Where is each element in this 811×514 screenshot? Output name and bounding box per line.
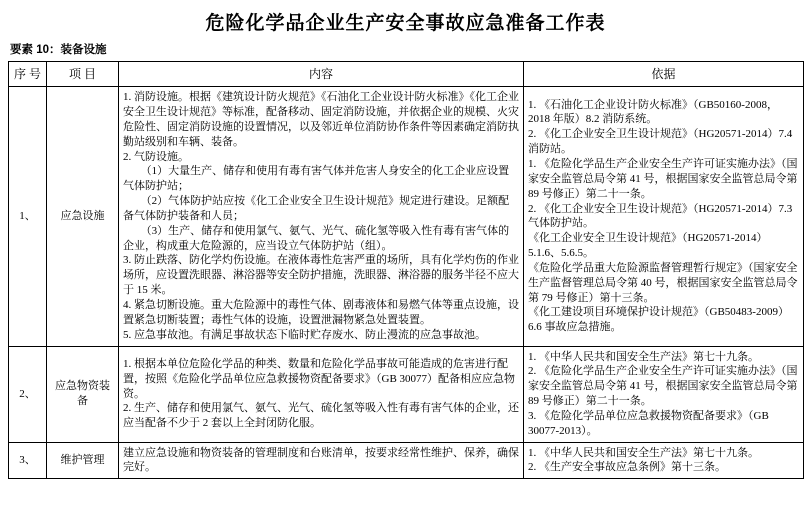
content-line: 4. 紧急切断设施。重大危险源中的毒性气体、剧毒液体和易燃气体等重点设施，设置紧急切断装置；毒性气体的设施，设置泄漏物紧急处置装置。	[123, 299, 519, 326]
content-line: 3. 防止跌落、防化学灼伤设施。在液体毒性危害严重的场所，具有化学灼伤的作业场所，应设置洗眼器、淋浴器等安全防护措施，洗眼器、淋浴器的服务半径不应大于 15 米。	[123, 254, 519, 297]
basis-line: 1. 《中华人民共和国安全生产法》第七十九条。	[528, 350, 759, 363]
row-item: 维护管理	[47, 442, 119, 479]
content-line: （1）大量生产、储存和使用有毒有害气体并危害人身安全的化工企业应设置气体防护站；	[123, 165, 510, 193]
section-subtitle: 要素 10：装备设施	[10, 44, 107, 56]
row-no: 1、	[9, 87, 47, 346]
content-line: 5. 应急事故池。有满足事故状态下临时贮存废水、防止漫流的应急事故池。	[123, 328, 486, 341]
column-header-item: 项 目	[47, 62, 119, 87]
page-title: 危险化学品企业生产安全事故应急准备工作表	[205, 13, 606, 34]
table-header-row	[9, 62, 804, 87]
basis-line: 1. 《危险化学品生产企业安全生产许可证实施办法》（国家安全监管总局令第 41 号，根据国家安全监管总局令第 89 号修正）第二十一条。	[528, 157, 798, 200]
content-line: 2. 气防设施。	[123, 150, 189, 163]
row-content	[119, 87, 524, 346]
content-line: （2）气体防护站应按《化工企业安全卫生设计规范》规定进行建设。足额配备气体防护装备和人员；	[123, 195, 510, 222]
basis-line: 1. 《石油化工企业设计防火标准》（GB50160-2008，2018 年版）8.2 消防系统。	[528, 98, 778, 126]
column-header-basis: 依据	[524, 62, 804, 87]
column-header-no: 序 号	[9, 62, 47, 87]
column-header-content: 内容	[119, 62, 524, 87]
basis-line: 1. 《中华人民共和国安全生产法》第七十九条。	[528, 446, 759, 459]
row-content	[119, 442, 524, 479]
content-line: 建立应急设施和物资装备的管理制度和台账清单，按要求经常性维护、保养，确保完好。	[123, 446, 519, 474]
content-line: 1. 消防设施。根据《建筑设计防火规范》《石油化工企业设计防火标准》《化工企业安全卫生设计规范》等标准，配备移动、固定消防设施，并依据企业的规模、火灾危险性、固定消防设施的设置情况，以及邻近单位消防协作条件等因素确定消防执勤站级别和车辆、装备。	[123, 91, 519, 148]
content-line: 1. 根据本单位危险化学品的种类、数量和危险化学品事故可能造成的危害进行配置，按照《危险化学品单位应急救援物资配备要求》（GB 30077）配备相应应急物资。	[123, 357, 516, 400]
table-row	[9, 346, 804, 442]
content-line: （3）生产、储存和使用氯气、氨气、光气、硫化氢等吸入性有毒有害气体的企业，构成重大危险源的，应当设立气体防护站（组）。	[123, 224, 510, 252]
row-basis	[524, 442, 804, 479]
row-item: 应急物资装备	[47, 346, 119, 442]
basis-line: 3. 《危险化学品单位应急救援物资配备要求》（GB 30077-2013）。	[528, 409, 769, 437]
row-content	[119, 346, 524, 442]
basis-line: 2. 《危险化学品生产企业安全生产许可证实施办法》（国家安全监管总局令第 41 号，根据国家安全监管总局令第 89 号修正）第二十一条。	[528, 365, 798, 408]
basis-line: 《化工建设项目环境保护设计规范》（GB50483-2009）6.6 事故应急措施。	[528, 306, 789, 334]
row-basis	[524, 87, 804, 346]
table-row	[9, 442, 804, 479]
basis-line: 2. 《化工企业安全卫生设计规范》（HG20571-2014）7.4 消防站。	[528, 128, 793, 156]
row-no: 3、	[9, 442, 47, 479]
basis-line: 2. 《化工企业安全卫生设计规范》（HG20571-2014）7.3 气体防护站。	[528, 202, 793, 230]
row-basis	[524, 346, 804, 442]
document-page	[0, 8, 811, 514]
basis-line: 《危险化学品重大危险源监督管理暂行规定》（国家安全生产监督管理总局令第 40 号，根据国家安全监管总局令第 79 号修正）第十三条。	[528, 261, 798, 304]
basis-line: 2. 《生产安全事故应急条例》第十三条。	[528, 461, 726, 474]
row-item: 应急设施	[47, 87, 119, 346]
table-row	[9, 87, 804, 346]
row-no: 2、	[9, 346, 47, 442]
content-line: 2. 生产、储存和使用氯气、氨气、光气、硫化氢等吸入性有毒有害气体的企业，还应当配备不少于 2 套以上全封闭防化服。	[123, 402, 519, 430]
basis-line: 《化工企业安全卫生设计规范》（HG20571-2014）5.1.6、5.6.5。	[528, 232, 768, 260]
requirements-table	[8, 61, 804, 479]
